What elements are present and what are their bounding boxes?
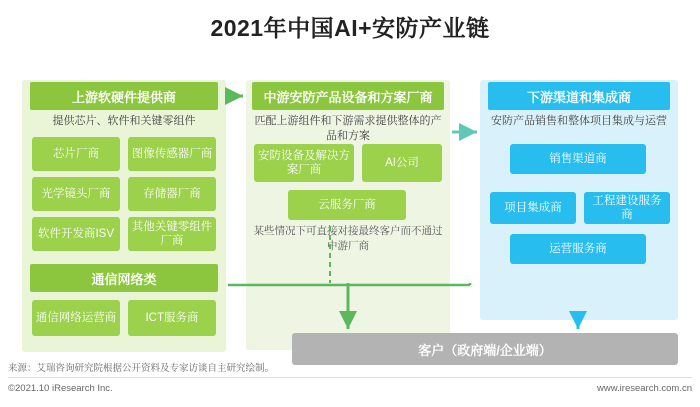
website: www.iresearch.com.cn (596, 383, 692, 394)
source-note: 来源：艾瑞咨询研究院根据公开资料及专家访谈自主研究绘制。 (8, 363, 275, 374)
upstream-box-software-isv[interactable]: 软件开发商ISV (32, 217, 120, 251)
upstream-header: 上游软硬件提供商 (30, 82, 218, 110)
midstream-box-cloud-service[interactable]: 云服务厂商 (288, 190, 406, 220)
midstream-box-security-solutions[interactable]: 安防设备及解决方案厂商 (254, 144, 354, 182)
page-title: 2021年中国AI+安防产业链 (210, 15, 490, 41)
customer-box[interactable]: 客户（政府端/企业端） (292, 333, 678, 365)
upstream-description: 提供芯片、软件和关键零组件 (52, 115, 196, 127)
midstream-header: 中游安防产品设备和方案厂商 (252, 82, 444, 110)
downstream-description: 安防产品销售和整体项目集成与运营 (491, 115, 667, 127)
midstream-box-ai-company[interactable]: AI公司 (362, 144, 442, 182)
downstream-box-sales-channel[interactable]: 销售渠道商 (510, 144, 646, 174)
downstream-box-operation-service[interactable]: 运营服务商 (510, 234, 646, 264)
network-header: 通信网络类 (30, 264, 218, 292)
upstream-box-image-sensor[interactable]: 图像传感器厂商 (128, 137, 216, 171)
network-box-telecom-operator[interactable]: 通信网络运营商 (32, 300, 120, 336)
upstream-box-other-components[interactable]: 其他关键零组件厂商 (128, 217, 216, 251)
downstream-header: 下游渠道和集成商 (488, 82, 670, 110)
upstream-box-optical-lens[interactable]: 光学镜头厂商 (32, 177, 120, 211)
midstream-note: 某些情况下可直接对接最终客户而不通过中游厂商 (253, 225, 443, 252)
upstream-box-chip[interactable]: 芯片厂商 (32, 137, 120, 171)
upstream-box-memory[interactable]: 存储器厂商 (128, 177, 216, 211)
network-box-ict-service[interactable]: ICT服务商 (128, 300, 216, 336)
copyright: ©2021.10 iResearch Inc. (8, 383, 113, 394)
footer-divider (8, 377, 692, 378)
downstream-box-engineering-service[interactable]: 工程建设服务商 (584, 192, 670, 224)
midstream-description: 匹配上游组件和下游需求提供整体的产品和方案 (254, 115, 442, 142)
downstream-box-project-integrator[interactable]: 项目集成商 (490, 192, 576, 224)
